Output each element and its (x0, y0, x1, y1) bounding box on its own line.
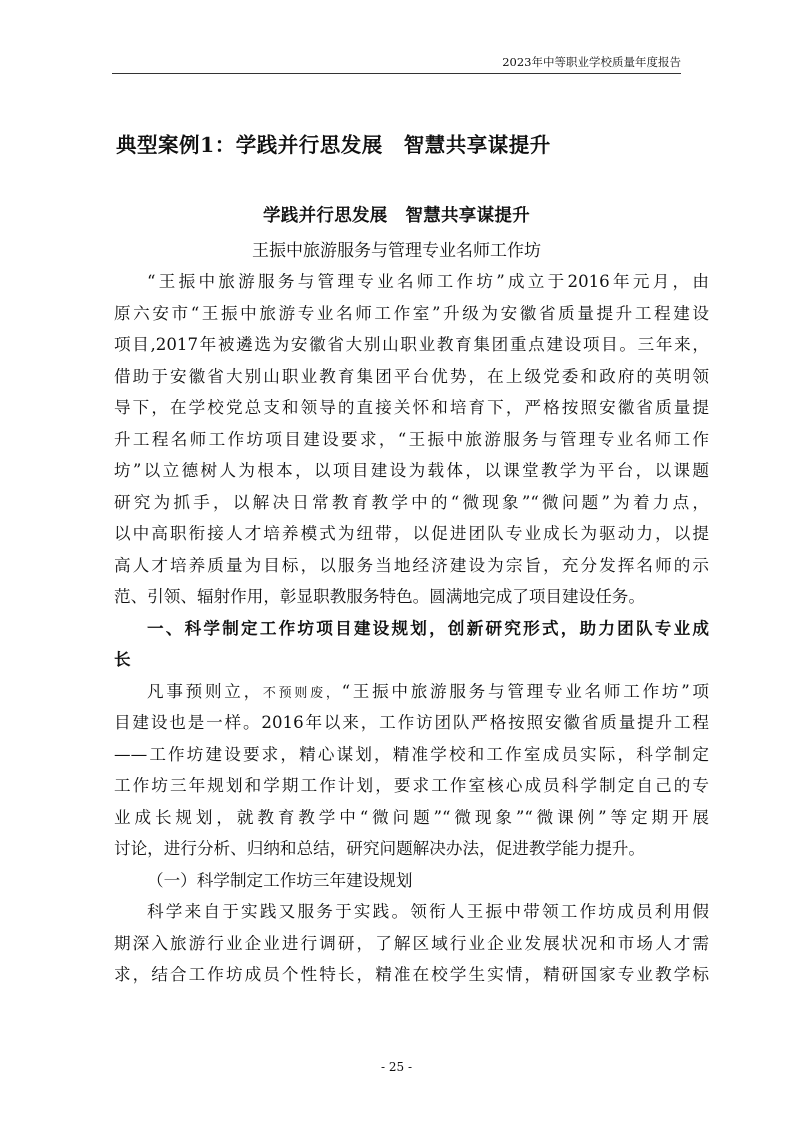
page-number: - 25 - (380, 1060, 412, 1074)
text-span: 凡事预则立， (147, 681, 263, 701)
text-line: 讨论，进行分析、归纳和总结，研究问题解决办法，促进教学能力提升。 (114, 839, 645, 858)
heading-line: 一、科学制定工作坊项目建设规划，创新研究形式，助力团队专业成 (147, 617, 709, 638)
text-line: 范、引领、辐射作用，彰显职教服务特色。圆满地完成了项目建设任务。 (114, 587, 645, 606)
text-line: 期深入旅游行业企业进行调研，了解区域行业企业发展状况和市场人才需 (114, 933, 709, 953)
section-heading-1 (114, 613, 709, 676)
text-line: 工作坊三年规划和学期工作计划，要求工作室核心成员科学制定自己的专 (114, 776, 709, 795)
text-line: 科学来自于实践又服务于实践。领衔人王振中带领工作坊成员利用假 (147, 902, 709, 921)
text-line: 业成长规划，就教育教学中“微问题”“微现象”“微课例”等定期开展 (114, 807, 709, 827)
text-line: 坊”以立德树人为根本，以项目建设为载体，以课堂教学为平台，以课题 (114, 461, 709, 480)
article-author: 王振中旅游服务与管理专业名师工作坊 (252, 241, 541, 261)
case-title: 典型案例1：学践并行思发展 智慧共享谋提升 (116, 133, 551, 157)
text-line: 以中高职衔接人才培养模式为纽带，以促进团队专业成长为驱动力，以提 (114, 524, 709, 543)
text-line: 借助于安徽省大别山职业教育集团平台优势，在上级党委和政府的英明领 (114, 366, 709, 386)
text-line: 求，结合工作坊成员个性特长，精准在校学生实情，精研国家专业教学标 (114, 965, 709, 984)
text-line: 导下，在学校党总支和领导的直接关怀和培育下，严格按照安徽省质量提 (114, 398, 709, 417)
paragraph-intro (114, 266, 709, 613)
text-line: 升工程名师工作坊项目建设要求，“王振中旅游服务与管理专业名师工作 (114, 429, 709, 449)
text-line: 原六安市“王振中旅游专业名师工作室”升级为安徽省质量提升工程建设 (114, 303, 709, 323)
text-line: 项目,2017年被遴选为安徽省大别山职业教育集团重点建设项目。三年来， (114, 335, 709, 354)
article-title: 学践并行思发展 智慧共享谋提升 (263, 206, 530, 226)
text-line: 研究为抓手，以解决日常教育教学中的“微现象”“微问题”为着力点， (114, 492, 709, 512)
article-body (114, 266, 709, 991)
text-line: 目建设也是一样。2016年以来，工作访团队严格按照安徽省质量提升工程 (114, 713, 709, 732)
paragraph-planning (114, 676, 709, 865)
text-line: ——工作坊建设要求，精心谋划，精准学校和工作室成员实际，科学制定 (114, 744, 709, 764)
header-divider (112, 73, 681, 74)
subsection-heading-1: （一）科学制定工作坊三年建设规划 (147, 870, 413, 890)
heading-line: 长 (114, 649, 131, 669)
text-span: “王振中旅游服务与管理专业名师工作坊”项 (341, 681, 709, 701)
text-line: “王振中旅游服务与管理专业名师工作坊”成立于2016年元月，由 (147, 272, 709, 291)
running-header: 2023年中等职业学校质量年度报告 (502, 55, 681, 69)
paragraph-research (114, 896, 709, 991)
small-text-span: 不预则废， (262, 685, 342, 701)
text-line (114, 676, 709, 708)
text-line: 高人才培养质量为目标，以服务当地经济建设为宗旨，充分发挥名师的示 (114, 555, 709, 575)
